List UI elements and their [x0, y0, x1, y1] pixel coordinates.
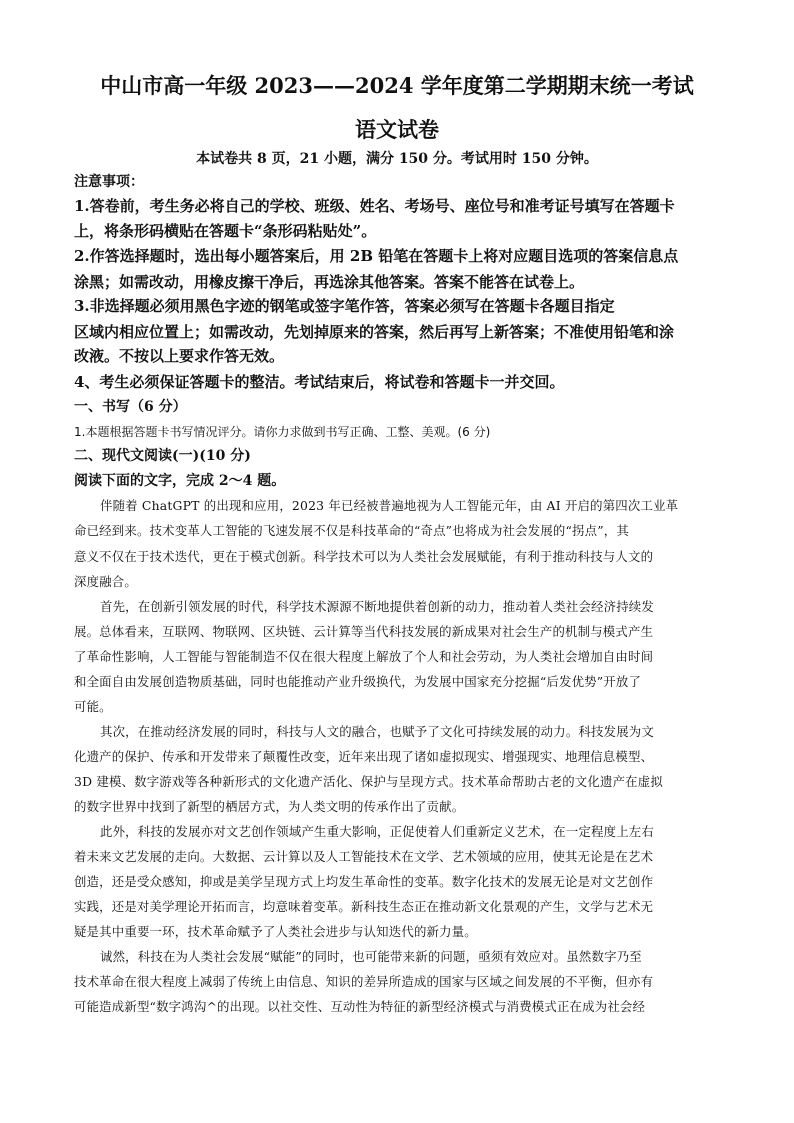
notice-line: 区域内相应位置上；如需改动，先划掉原来的答案，然后再写上新答案；不准使用铅笔和涂 — [74, 323, 675, 341]
notice-line: 4、考生必须保证答题卡的整洁。考试结束后，将试卷和答题卡一并交回。 — [74, 373, 565, 391]
passage-line: 化遗产的保护、传承和开发带来了颠覆性改变，近年来出现了诸如虚拟现实、增强现实、地理信息模型、 — [74, 749, 654, 764]
notice-heading: 注意事项： — [74, 174, 144, 190]
passage-line: 深度融合。 — [74, 574, 137, 589]
passage-line: 诚然，科技在为人类社会发展“赋能”的同时，也可能带来新的问题，亟须有效应对。虽然数字乃至 — [100, 949, 642, 964]
exam-subtitle: 语文试卷 — [355, 117, 439, 142]
notice-line: 上，将条形码横贴在答题卡“条形码粘贴处”。 — [74, 222, 377, 240]
passage-line: 的数字世界中找到了新型的栖居方式，为人类文明的传承作出了贡献。 — [74, 799, 465, 814]
passage-line: 命已经到来。技术变革人工智能的飞速发展不仅是科技革命的“奇点”也将成为社会发展的“拐点”，其 — [74, 523, 629, 538]
passage-line: 其次，在推动经济发展的同时，科技与人文的融合，也赋予了文化可持续发展的动力。科技发展为文 — [100, 724, 654, 739]
passage-line: 可能。 — [74, 699, 112, 714]
passage-line: 意义不仅在于技术迭代，更在于模式创新。科学技术可以为人类社会发展赋能，有利于推动科技与人文的 — [74, 549, 654, 564]
passage-line: 疑是其中重要一环，技术革命赋予了人类社会进步与认知迭代的新力量。 — [74, 924, 477, 939]
question-1: 1.本题根据答题卡书写情况评分。请你力求做到书写正确、工整、美观。(6 分) — [74, 425, 491, 439]
passage-line: 了革命性影响，人工智能与智能制造不仅在很大程度上解放了个人和社会劳动，为人类社会增加自由时间 — [74, 649, 654, 664]
passage-line: 可能造成新型“数字鸿沟^的出现。以社交性、互动性为特征的新型经济模式与消费模式正在成为社会经 — [74, 999, 646, 1014]
notice-line: 2.作答选择题时，选出每小题答案后，用 2B 铅笔在答题卡上将对应题目选项的答案信息点 — [74, 247, 679, 265]
passage-line: 此外，科技的发展亦对文艺创作领域产生重大影响，正促使着人们重新定义艺术，在一定程度上左右 — [100, 824, 654, 839]
passage-line: 展。总体看来，互联网、物联网、区块链、云计算等当代科技发展的新成果对社会生产的机制与模式产生 — [74, 624, 654, 639]
passage-line: 实践，还是对美学理论开拓而言，均意味着变革。新科技生态正在推动新文化景观的产生，文学与艺术无 — [74, 899, 654, 914]
passage-line: 技术革命在很大程度上减弱了传统上由信息、知识的差异所造成的国家与区域之间发展的不平衡，但亦有 — [74, 974, 654, 989]
notice-line: 1.答卷前，考生务必将自己的学校、班级、姓名、考场号、座位号和准考证号填写在答题卡 — [74, 197, 675, 215]
section1-heading: 一、书写（6 分） — [74, 399, 187, 415]
passage-line: 首先，在创新引领发展的时代，科学技术源源不断地提供着创新的动力，推动着人类社会经济持续发 — [100, 599, 654, 614]
notice-line: 3.非选择题必须用黑色字迹的钢笔或签字笔作答，答案必须写在答题卡各题目指定 — [74, 297, 615, 315]
exam-title: 中山市高一年级 2023——2024 学年度第二学期期末统一考试 — [100, 73, 694, 98]
notice-line: 改液。不按以上要求作答无效。 — [74, 347, 285, 365]
passage-line: 创造，还是受众感知，抑或是美学呈现方式上均发生革命性的变革。数字化技术的发展无论是对文艺创作 — [74, 874, 654, 889]
passage-line: 着未来文艺发展的走向。大数据、云计算以及人工智能技术在文学、艺术领域的应用，使其无论是在艺术 — [74, 849, 654, 864]
reading-instruction: 阅读下面的文字，完成 2～4 题。 — [74, 473, 286, 489]
section2-heading: 二、现代文阅读(一)(10 分) — [74, 448, 251, 464]
exam-meta: 本试卷共 8 页，21 小题，满分 150 分。考试用时 150 分钟。 — [196, 151, 598, 167]
notice-line: 涂黑；如需改动，用橡皮擦干净后，再选涂其他答案。答案不能答在试卷上。 — [74, 273, 585, 291]
passage-line: 和全面自由发展创造物质基础，同时也能推动产业升级换代，为发展中国家充分挖掘“后发优势”开放了 — [74, 674, 642, 689]
passage-line: 伴随着 ChatGPT 的出现和应用，2023 年已经被普遍地视为人工智能元年，由 AI 开启的第四次工业革 — [100, 498, 679, 513]
passage-line: 3D 建模、数字游戏等各种新形式的文化遗产活化、保护与呈现方式。技术革命帮助古老的文化遗产在虚拟 — [74, 774, 663, 789]
